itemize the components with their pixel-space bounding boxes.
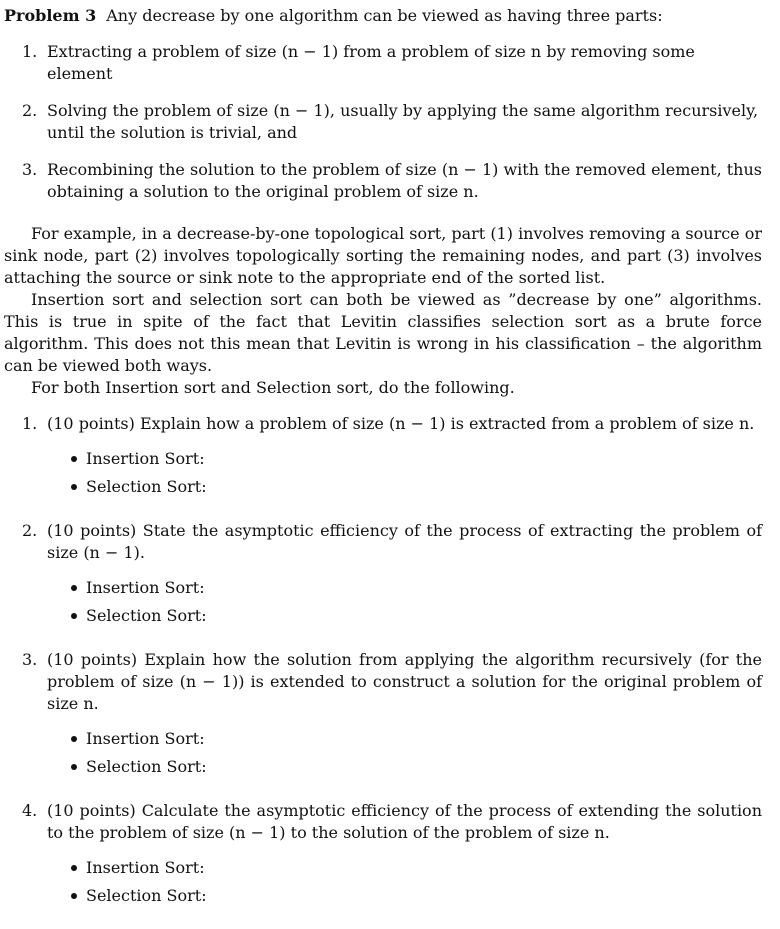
part-number: 2.	[22, 101, 38, 120]
task-item	[4, 649, 762, 784]
task-item	[4, 520, 762, 633]
answer-item	[47, 448, 762, 476]
task-number: 4.	[22, 801, 38, 820]
answer-list	[47, 857, 762, 913]
bullet-icon	[71, 736, 77, 742]
task-number: 2.	[22, 521, 38, 540]
task-number: 1.	[22, 414, 38, 433]
answer-label: Selection Sort:	[86, 606, 207, 625]
bullet-icon	[71, 484, 77, 490]
answer-item	[47, 577, 762, 605]
problem-number: Problem 3	[4, 6, 97, 25]
answer-item	[47, 476, 762, 504]
part-text: Recombining the solution to the problem of size (n − 1) with the removed element, thus obtaining a solution to the original problem of size n.	[47, 160, 762, 201]
bullet-icon	[71, 865, 77, 871]
part-item	[4, 159, 762, 203]
part-text: Extracting a problem of size (n − 1) from a problem of size n by removing some element	[47, 42, 695, 83]
part-number: 3.	[22, 160, 38, 179]
answer-label: Insertion Sort:	[86, 578, 205, 597]
paragraph-instruction: For both Insertion sort and Selection sort, do the following.	[31, 378, 515, 397]
answer-list	[47, 448, 762, 504]
task-text: (10 points) State the asymptotic efficiency of the process of extracting the problem of size (n − 1).	[47, 521, 762, 562]
task-number: 3.	[22, 650, 38, 669]
bullet-icon	[71, 764, 77, 770]
part-item	[4, 100, 762, 144]
task-item	[4, 413, 762, 504]
answer-list	[47, 728, 762, 784]
part-number: 1.	[22, 42, 38, 61]
answer-item	[47, 885, 762, 913]
tasks-list	[4, 413, 762, 913]
answer-item	[47, 605, 762, 633]
answer-item	[47, 756, 762, 784]
bullet-icon	[71, 585, 77, 591]
paragraph-example: For example, in a decrease-by-one topological sort, part (1) involves removing a source or sink node, part (2) involves topologically sorting the remaining nodes, and part (3) involves attaching the source or sink note to the appropriate end of the sorted list.	[4, 224, 763, 287]
answer-label: Selection Sort:	[86, 886, 207, 905]
answer-label: Insertion Sort:	[86, 729, 205, 748]
task-text: (10 points) Calculate the asymptotic efficiency of the process of extending the solution to the problem of size (n − 1) to the solution of the problem of size n.	[47, 801, 762, 842]
answer-label: Selection Sort:	[86, 477, 207, 496]
bullet-icon	[71, 893, 77, 899]
answer-label: Selection Sort:	[86, 757, 207, 776]
task-text: (10 points) Explain how the solution from applying the algorithm recursively (for the problem of size (n − 1)) is extended to construct a solution for the original problem of size n.	[47, 650, 762, 713]
document-page	[4, 5, 762, 929]
answer-item	[47, 728, 762, 756]
answer-list	[47, 577, 762, 633]
bullet-icon	[71, 456, 77, 462]
part-item	[4, 41, 762, 85]
paragraph-sorts: Insertion sort and selection sort can both be viewed as ”decrease by one” algorithms. This is true in spite of the fact that Levitin classifies selection sort as a brute force algorithm. This does not this mean that Levitin is wrong in his classification – the algorithm can be viewed both ways.	[4, 290, 762, 375]
answer-label: Insertion Sort:	[86, 449, 205, 468]
problem-heading	[4, 5, 762, 27]
part-text: Solving the problem of size (n − 1), usually by applying the same algorithm recursively, until the solution is trivial, and	[47, 101, 759, 142]
problem-intro: Any decrease by one algorithm can be viewed as having three parts:	[106, 6, 663, 25]
answer-item	[47, 857, 762, 885]
task-item	[4, 800, 762, 913]
task-text: (10 points) Explain how a problem of size (n − 1) is extracted from a problem of size n.	[47, 414, 755, 433]
parts-list	[4, 41, 762, 203]
answer-label: Insertion Sort:	[86, 858, 205, 877]
bullet-icon	[71, 613, 77, 619]
